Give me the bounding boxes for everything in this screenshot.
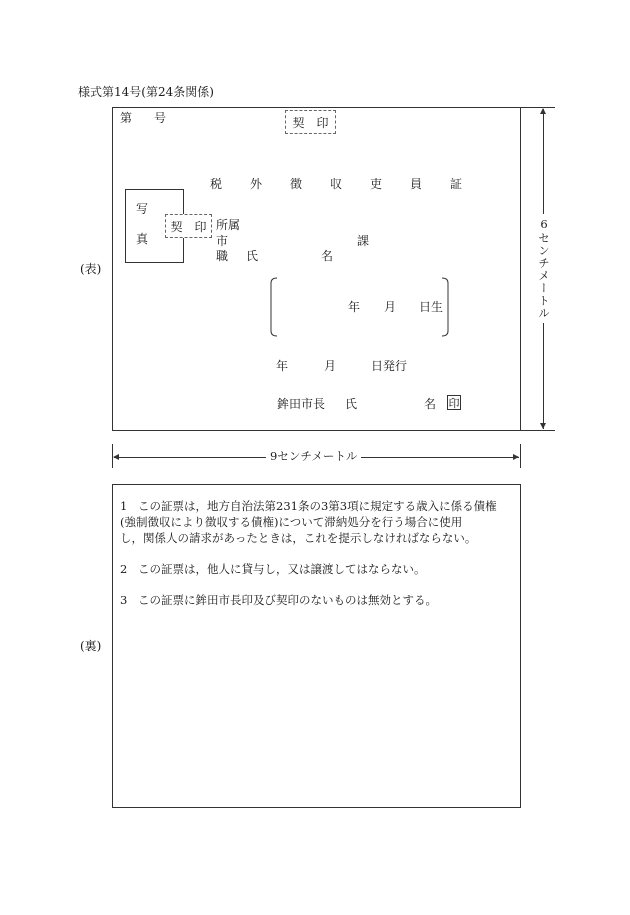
back-card xyxy=(112,484,521,808)
dim-width-right-tick xyxy=(520,444,521,468)
back-item-1-num: 1 xyxy=(120,499,128,513)
back-item-2-num: 2 xyxy=(120,562,128,576)
front-side-label: (表) xyxy=(80,262,102,276)
issue-year: 年 xyxy=(276,359,289,373)
dept-label: 所属 xyxy=(216,218,241,232)
city-label: 市 xyxy=(216,234,229,248)
back-item-3-line-1: この証票に鉾田市長印及び契印のないものは無効とする。 xyxy=(138,593,437,607)
mayor-label: 鉾田市長 xyxy=(277,397,326,411)
dim-height-top-tick xyxy=(521,107,555,108)
name-label-mei: 名 xyxy=(321,249,334,263)
issue-month: 月 xyxy=(324,359,337,373)
photo-label-sha: 写 xyxy=(136,202,149,216)
seal-top-text: 契 印 xyxy=(292,115,329,130)
mayor-name-shi: 氏 xyxy=(345,397,358,411)
back-item-1-line-2: (強制徴収により徴収する債権)について滞納処分を行う場合に使用 xyxy=(120,515,463,529)
stamp-box xyxy=(447,395,461,410)
job-label: 職 xyxy=(216,249,229,263)
mayor-name-mei: 名 xyxy=(424,397,437,411)
section-label: 課 xyxy=(357,234,370,248)
seal-box-photo xyxy=(165,214,212,238)
front-card xyxy=(112,107,521,431)
seal-box-top xyxy=(285,110,336,134)
dim-height-arrow-up xyxy=(540,108,546,114)
card-title: 税外徴収吏員証 xyxy=(210,177,491,191)
dim-width-arrow-left xyxy=(113,454,119,460)
back-item-2-line-1: この証票は，他人に貸与し，又は譲渡してはならない。 xyxy=(138,562,426,576)
birth-day: 日生 xyxy=(419,300,444,314)
dim-width-arrow-right xyxy=(513,454,519,460)
seal-photo-text: 契 印 xyxy=(170,219,207,234)
birth-year: 年 xyxy=(348,300,361,314)
dim-height-label: 6センチメートル xyxy=(536,214,552,323)
birth-month: 月 xyxy=(384,300,397,314)
stamp-text: 印 xyxy=(448,396,460,410)
back-item-1-line-3: し，関係人の請求があったときは，これを提示しなければならない。 xyxy=(120,531,477,545)
dim-height-arrow-down xyxy=(540,423,546,429)
back-item-1-line-1: この証票は，地方自治法第231条の3第3項に規定する歳入に係る債権 xyxy=(138,499,497,513)
issue-day: 日発行 xyxy=(371,359,408,373)
number-label-go: 号 xyxy=(154,111,167,125)
back-item-3-num: 3 xyxy=(120,593,128,607)
bracket-left xyxy=(267,277,279,337)
dim-width-label: 9センチメートル xyxy=(266,451,361,463)
back-side-label: (裏) xyxy=(80,639,102,653)
form-title: 様式第14号(第24条関係) xyxy=(78,85,214,99)
name-label-shi: 氏 xyxy=(246,249,259,263)
dim-height-bottom-tick xyxy=(521,430,555,431)
number-label-dai: 第 xyxy=(120,111,133,125)
photo-label-shin: 真 xyxy=(136,232,149,246)
